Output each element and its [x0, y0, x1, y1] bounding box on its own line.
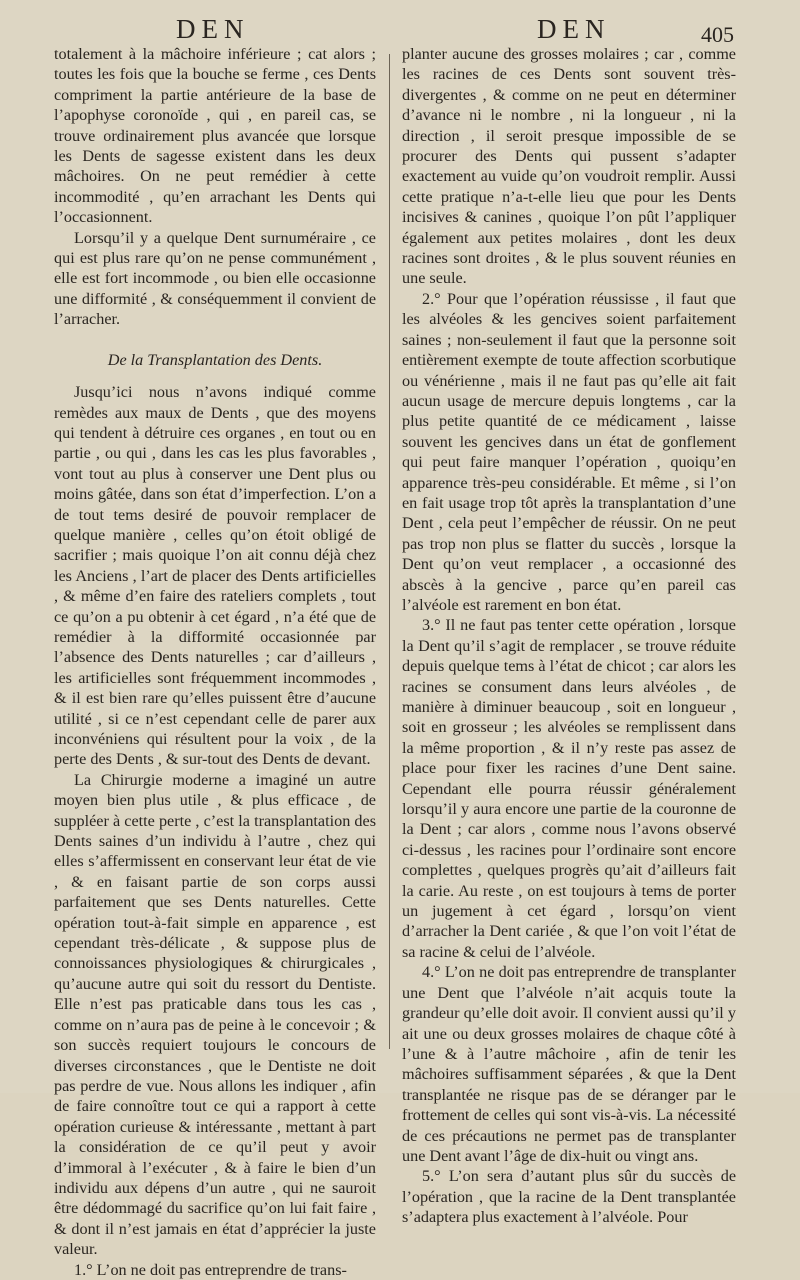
paragraph: planter aucune des grosses molaires ; car , comme les racines de ces Dents sont souvent très-divergentes , & comme on ne peut en déterminer d’avance ni le nombre , ni la longueur , ni la direction , il seroit presque impossible de se procurer des Dents qui pussent s’adapter exactement au vuide qu’on voudroit remplir. Aussi cette pratique n’a-t-elle lieu que pour les Dents incisives & canines , quoique l’on pût l’appliquer également aux petites molaires , dont les deux racines sont droites , & le plus souvent réunies en une seule. — [402, 45, 736, 288]
paragraph: totalement à la mâchoire inférieure ; cat alors ; toutes les fois que la bouche se ferme , ces Dents compriment la partie antérieure de la base de l’apophyse coronoïde , qui , en pareil cas, se trouve ordinairement plus avancée que lorsque les Dents de sagesse existent dans les deux mâchoires. On ne peut remédier à cette incommodité , qu’en arrachant les Dents qui l’occasionnent. — [54, 45, 376, 227]
paragraph: Lorsqu’il y a quelque Dent surnuméraire , ce qui est plus rare qu’on ne pense communément , elle est fort incommode , ou bien elle occasionne une difformité , & conséquemment il convient de l’arracher. — [54, 228, 376, 329]
header-left-word: DEN — [176, 14, 250, 44]
header-right-word: DEN — [537, 14, 611, 44]
paragraph: 5.° L’on sera d’autant plus sûr du succès de l’opération , que la racine de la Dent transplantée s’adaptera plus exactement à l’alvéole. Pour — [402, 1167, 736, 1227]
paragraph: Jusqu’ici nous n’avons indiqué comme remèdes aux maux de Dents , que des moyens qui tendent à détruire ces organes , en tout ou en partie , ou qui , dans les cas les plus favorables , vont tout au plus à conserver une Dent plus ou moins gâtée, dans son état d’imperfection. L’on a de tout tems desiré de pouvoir remplacer de quelque manière , celles qu’on étoit obligé de sacrifier ; mais quoique l’on ait connu déjà chez les Anciens , l’art de placer des Dents artificielles , & même d’en faire des rateliers complets , tout ce qu’on a pu obtenir à cet égard , n’a été que de remédier à la difformité occasionnée par l’absence des Dents naturelles ; car d’ailleurs , les artificielles sont fréquemment incommodes , & il est bien rare qu’elles puissent être d’aucune utilité , si ce n’est cependant celle de parer aux inconvéniens qui résultent pour la voix , de la perte des Dents , & sur-tout des Dents de devant. — [54, 383, 376, 769]
paragraph: 1.° L’on ne doit pas entreprendre de trans- — [74, 1260, 347, 1279]
paragraph: 4.° L’on ne doit pas entreprendre de transplanter une Dent que l’alvéole n’ait acquis toute la grandeur qu’elle doit avoir. Il convient aussi qu’il y ait une ou deux grosses molaires de chaque côté à l’une & à l’autre mâchoire , afin de tenir les mâchoires suffisamment séparées , & que la Dent transplantée ne risque pas de se déranger par le frottement de celles qui sont vis-à-vis. La nécessité de ces précautions ne permet pas de transplanter une Dent avant l’âge de dix-huit ou vingt ans. — [402, 963, 736, 1165]
paragraph: 3.° Il ne faut pas tenter cette opération , lorsque la Dent qu’il s’agit de remplacer , se trouve réduite depuis quelque tems à l’état de chicot ; car alors les racines se consument dans leurs alvéoles , de manière à diminuer beaucoup , soit en longueur , soit en grosseur ; les alvéoles se remplissent dans la même proportion , & il n’y reste pas assez de place pour fixer les racines d’une Dent saine. Cependant elle pourra réussir généralement lorsqu’il y aura encore une partie de la couronne de la Dent ; car alors , comme nous l’avons observé ci-dessus , les racines pour l’ordinaire sont encore complettes , quelques progrès qu’ait d’ailleurs fait la carie. Au reste , on est toujours à tems de porter un jugement à cet égard , lorsqu’on vient d’arracher la Dent cariée , & que l’on voit l’état de sa racine & celui de l’alvéole. — [402, 616, 736, 961]
column-divider — [389, 54, 390, 1049]
left-column — [54, 44, 376, 1280]
right-column — [402, 44, 736, 1228]
paragraph: La Chirurgie moderne a imaginé un autre moyen bien plus utile , & plus efficace , de suppléer à cette perte , c’est la transplantation des Dents saines d’un individu à l’autre , chez qui elles s’affermissent en conservant leur état de vie , & en faisant partie de son corps aussi parfaitement que ses Dents naturelles. Cette opération tout-à-fait simple en apparence , est cependant très-délicate , & suppose plus de connoissances physiologiques & chirurgicales , qu’aucune autre qui soit du ressort du Dentiste. Elle n’est pas praticable dans tous les cas , comme on n’aura pas de peine à le concevoir ; & son succès requiert toujours le concours de diverses circonstances , que le Dentiste ne doit pas perdre de vue. Nous allons les indiquer , afin de faire connoître tout ce qui a rapport à cette opération curieuse & intéressante , mettant à part la considération de ce qu’il peut y avoir d’immoral à l’exécuter , & à faire le bien d’un individu aux dépens d’un autre , qui ne sauroit être dédommagé du sacrifice qu’on lui fait faire , & dont il n’est jamais en état d’apprécier la juste valeur. — [54, 770, 376, 1259]
page-number: 405 — [701, 22, 734, 47]
paragraph: 2.° Pour que l’opération réussisse , il faut que les alvéoles & les gencives soient parfaitement saines ; non-seulement il faut que la personne soit entièrement exempte de toute affection scorbutique ou vénérienne , mais il ne faut pas qu’elle ait fait aucun usage de mercure depuis longtems , car la plus petite quantité de ce médicament , laisse souvent les gencives dans un état de gonflement qui peut faire manquer l’opération , quoiqu’en apparence très-peu considérable. Et même , si l’on en fait usage trop tôt après la transplantation d’une Dent , cela peut l’empêcher de réussir. On ne peut pas trop non plus se flatter du succès , lorsque la Dent qu’on veut remplacer , a occasionné des abscès à la gencive , parce qu’en pareil cas l’alvéole est rarement en bon état. — [402, 289, 736, 614]
section-title: De la Transplantation des Dents. — [107, 350, 323, 369]
